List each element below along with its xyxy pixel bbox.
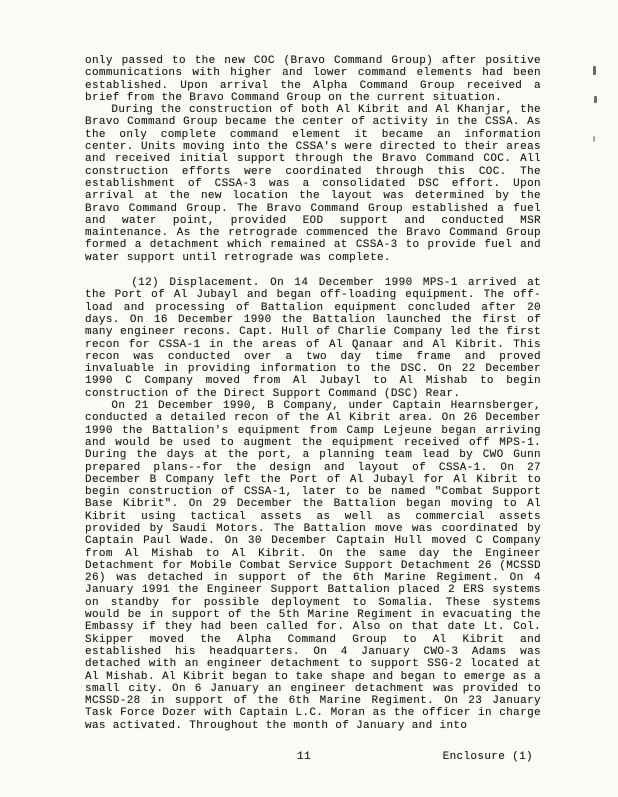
- scan-artifact: [593, 66, 596, 75]
- scan-artifact: [594, 96, 597, 103]
- enclosure-label: Enclosure (1): [442, 751, 533, 763]
- page-number: 11: [297, 751, 311, 763]
- paragraph-continuation: only passed to the new COC (Bravo Command Group) after positive communications with higher and lower command elements had been established. Upon arrival the Alpha Command Group received a brief from the Bravo Command Group on the current situation.: [85, 55, 541, 104]
- document-body: [85, 55, 541, 732]
- paragraph-displacement: (12) Displacement. On 14 December 1990 MPS-1 arrived at the Port of Al Jubayl and began off-loading equipment. The off-load and processing of Battalion equipment concluded after 20 days. On 16 December 1990 the Battalion launched the first of many engineer recons. Capt. Hull of Charlie Company led the first recon for CSSA-1 in the areas of Al Qanaar and Al Kibrit. This recon was conducted over a two day time frame and proved invaluable in providing information to the DSC. On 22 December 1990 C Company moved from Al Jubayl to Al Mishab to begin construction of the Direct Support Command (DSC) Rear.: [85, 277, 541, 400]
- scan-artifact: [593, 136, 595, 142]
- paragraph-bravo-command-group: During the construction of both Al Kibrit and Al Khanjar, the Bravo Command Group became the center of activity in the CSSA. As the only complete command element it became an information center. Units moving into the CSSA's were directed to their areas and received initial support through the Bravo Command COC. All construction efforts were coordinated through this COC. The establishment of CSSA-3 was a consolidated DSC effort. Upon arrival at the new location the layout was determined by the Bravo Command Group. The Bravo Command Group established a fuel and water point, provided EOD support and conducted MSR maintenance. As the retrograde commenced the Bravo Command Group formed a detachment which remained at CSSA-3 to provide fuel and water support until retrograde was complete.: [85, 104, 541, 264]
- page-footer: [85, 751, 541, 765]
- paragraph-december-events: On 21 December 1990, B Company, under Captain Hearnsberger, conducted a detailed recon of the Al Kibrit area. On 26 December 1990 the Battalion's equipment from Camp Lejeune began arriving and would be used to augment the equipment received off MPS-1. During the days at the port, a planning team lead by CWO Gunn prepared plans--for the design and layout of CSSA-1. On 27 December B Company left the Port of Al Jubayl for Al Kibrit to begin construction of CSSA-1, later to be named "Combat Support Base Kibrit". On 29 December the Battalion began moving to Al Kibrit using tactical assets as well as commercial assets provided by Saudi Motors. The Battalion move was coordinated by Captain Paul Wade. On 30 December Captain Hull moved C Company from Al Mishab to Al Kibrit. On the same day the Engineer Detachment for Mobile Combat Service Support Detachment 26 (MCSSD 26) was detached in support of the 6th Marine Regiment. On 4 January 1991 the Engineer Support Battalion placed 2 ERS systems on standby for possible deployment to Somalia. These systems would be in support of the 5th Marine Regiment in evacuating the Embassy if they had been called for. Also on that date Lt. Col. Skipper moved the Alpha Command Group to Al Kibrit and established his headquarters. On 4 January CWO-3 Adams was detached with an engineer detachment to support SSG-2 located at Al Mishab. Al Kibrit began to take shape and began to emerge as a small city. On 6 January an engineer detachment was provided to MCSSD-28 in support of the 6th Marine Regiment. On 23 January Task Force Dozer with Captain L.C. Moran as the officer in charge was activated. Throughout the month of January and into: [85, 400, 541, 732]
